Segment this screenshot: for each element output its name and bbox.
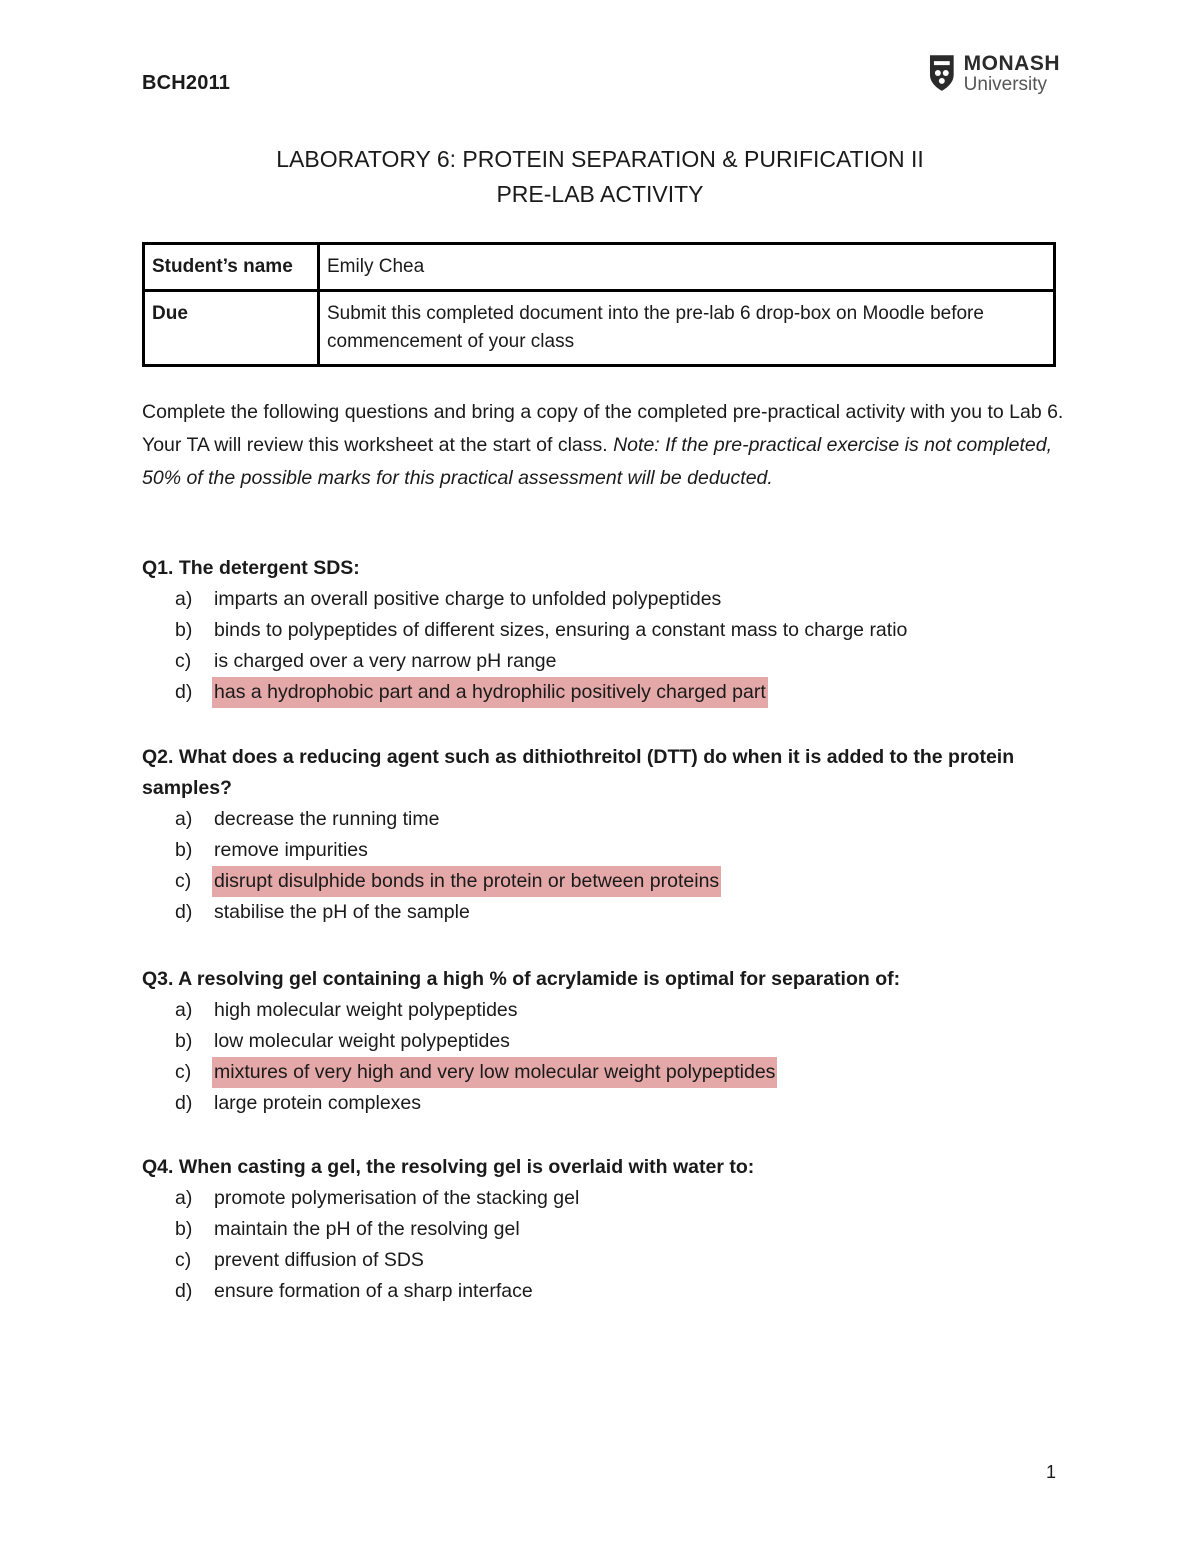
option-letter: a) bbox=[175, 588, 193, 610]
question-number: Q2. bbox=[142, 746, 174, 768]
question-heading bbox=[142, 742, 1042, 804]
option-item bbox=[142, 866, 1042, 897]
crest-icon bbox=[928, 53, 956, 93]
question-heading bbox=[142, 1152, 1042, 1183]
option-letter: c) bbox=[175, 870, 192, 892]
option-text: low molecular weight polypeptides bbox=[214, 1030, 510, 1052]
question-text: A resolving gel containing a high % of acrylamide is optimal for separation of: bbox=[178, 968, 901, 990]
option-letter: a) bbox=[175, 999, 193, 1021]
option-letter: c) bbox=[175, 1061, 192, 1083]
title-line-1: LABORATORY 6: PROTEIN SEPARATION & PURIFICATION II bbox=[276, 146, 924, 172]
option-letter: d) bbox=[175, 1280, 193, 1302]
option-text-highlighted: mixtures of very high and very low molecular weight polypeptides bbox=[212, 1057, 777, 1088]
question-number: Q4. bbox=[142, 1156, 174, 1178]
table-row bbox=[144, 291, 1055, 366]
option-item bbox=[142, 584, 1042, 615]
question-heading bbox=[142, 553, 1042, 584]
option-text: decrease the running time bbox=[214, 808, 440, 830]
question-1 bbox=[142, 553, 1042, 708]
option-item bbox=[142, 995, 1042, 1026]
option-item bbox=[142, 835, 1042, 866]
option-letter: a) bbox=[175, 1187, 193, 1209]
option-item bbox=[142, 1057, 1042, 1088]
due-label: Due bbox=[144, 291, 319, 366]
option-letter: c) bbox=[175, 650, 192, 672]
option-text: remove impurities bbox=[214, 839, 368, 861]
option-letter: d) bbox=[175, 901, 193, 923]
question-text: What does a reducing agent such as dithiothreitol (DTT) do when it is added to the protein samples? bbox=[142, 746, 1015, 799]
option-text: ensure formation of a sharp interface bbox=[214, 1280, 533, 1302]
option-letter: b) bbox=[175, 1218, 193, 1240]
options-list bbox=[142, 584, 1042, 708]
question-text: The detergent SDS: bbox=[178, 557, 360, 579]
instructions-note: Note: If the pre-practical exercise is not completed, 50% of the possible marks for this practical assessment will be deducted. bbox=[142, 434, 1053, 489]
monash-logo bbox=[928, 50, 1060, 96]
options-list bbox=[142, 1183, 1042, 1307]
option-item bbox=[142, 615, 1042, 646]
question-text: When casting a gel, the resolving gel is overlaid with water to: bbox=[178, 1156, 755, 1178]
question-number: Q1. bbox=[142, 557, 174, 579]
option-text: binds to polypeptides of different sizes, ensuring a constant mass to charge ratio bbox=[214, 619, 908, 641]
option-text: stabilise the pH of the sample bbox=[214, 901, 470, 923]
option-item bbox=[142, 1214, 1042, 1245]
student-info-table bbox=[142, 242, 1056, 367]
question-4 bbox=[142, 1152, 1042, 1307]
page-number: 1 bbox=[1046, 1462, 1057, 1482]
option-item bbox=[142, 1245, 1042, 1276]
option-text: maintain the pH of the resolving gel bbox=[214, 1218, 520, 1240]
option-letter: b) bbox=[175, 839, 193, 861]
student-name-label: Student’s name bbox=[144, 244, 319, 291]
question-2 bbox=[142, 742, 1042, 928]
option-text: high molecular weight polypeptides bbox=[214, 999, 518, 1021]
option-text-highlighted: has a hydrophobic part and a hydrophilic positively charged part bbox=[212, 677, 768, 708]
logo-wordmark-university: University bbox=[963, 73, 1048, 95]
option-item bbox=[142, 1183, 1042, 1214]
option-text: is charged over a very narrow pH range bbox=[214, 650, 557, 672]
question-heading bbox=[142, 964, 1042, 995]
option-letter: c) bbox=[175, 1249, 192, 1271]
option-text: large protein complexes bbox=[214, 1092, 422, 1114]
option-item bbox=[142, 897, 1042, 928]
table-row bbox=[144, 244, 1055, 291]
option-letter: b) bbox=[175, 1030, 193, 1052]
option-item bbox=[142, 1088, 1042, 1119]
option-item bbox=[142, 804, 1042, 835]
title-line-2: PRE-LAB ACTIVITY bbox=[496, 181, 704, 207]
option-text-highlighted: disrupt disulphide bonds in the protein or between proteins bbox=[212, 866, 721, 897]
question-3 bbox=[142, 964, 1042, 1119]
logo-wordmark-monash: MONASH bbox=[963, 51, 1060, 75]
option-item bbox=[142, 1276, 1042, 1307]
option-letter: b) bbox=[175, 619, 193, 641]
option-item bbox=[142, 1026, 1042, 1057]
course-code: BCH2011 bbox=[142, 72, 231, 94]
option-text: prevent diffusion of SDS bbox=[214, 1249, 424, 1271]
option-letter: d) bbox=[175, 681, 193, 703]
student-name-value: Emily Chea bbox=[319, 244, 1055, 291]
due-value: Submit this completed document into the pre-lab 6 drop-box on Moodle before commencement of your class bbox=[319, 291, 1055, 366]
option-text: promote polymerisation of the stacking gel bbox=[214, 1187, 580, 1209]
option-item bbox=[142, 646, 1042, 677]
option-letter: d) bbox=[175, 1092, 193, 1114]
options-list bbox=[142, 995, 1042, 1119]
options-list bbox=[142, 804, 1042, 928]
instructions-paragraph bbox=[142, 396, 1072, 495]
document-title bbox=[0, 142, 1200, 212]
option-item bbox=[142, 677, 1042, 708]
option-text: imparts an overall positive charge to unfolded polypeptides bbox=[214, 588, 722, 610]
question-number: Q3. bbox=[142, 968, 174, 990]
option-letter: a) bbox=[175, 808, 193, 830]
instructions-text: Complete the following questions and bring a copy of the completed pre-practical activity with you to Lab 6. Your TA will review this worksheet at the start of class. bbox=[142, 401, 1064, 456]
